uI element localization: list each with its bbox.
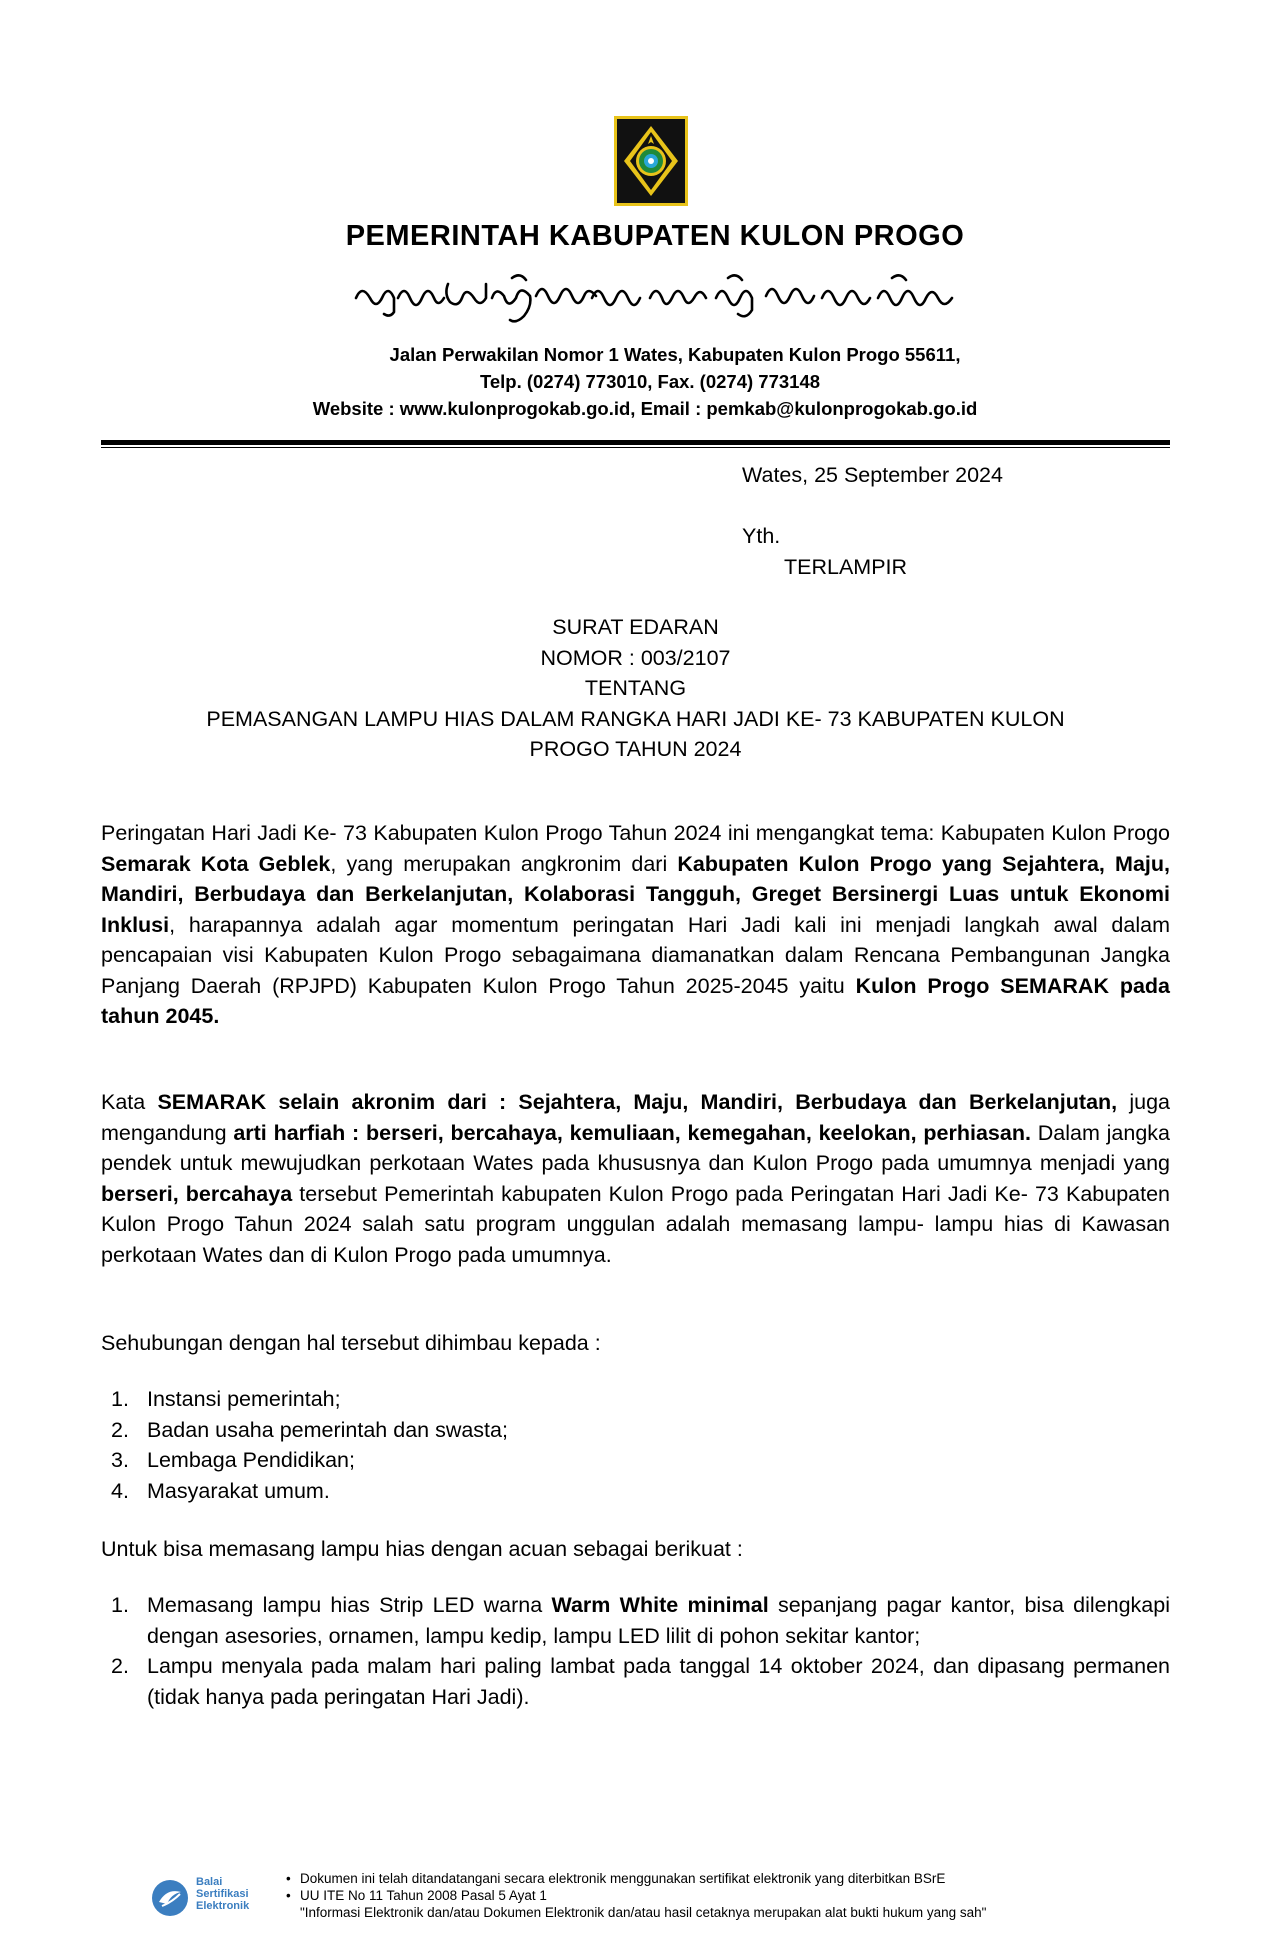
addressee-list [101, 1384, 1170, 1506]
footnote-quote: "Informasi Elektronik dan/atau Dokumen Elektronik dan/atau hasil cetaknya merupakan alat bukti hukum yang sah" [300, 1905, 987, 1920]
bsre-logo-icon [150, 1878, 190, 1918]
kulon-progo-emblem-icon [614, 116, 688, 206]
list-item: 2. Lampu menyala pada malam hari paling lambat pada tanggal 14 oktober 2024, dan dipasang permanen (tidak hanya pada peringatan Hari Jadi). [111, 1654, 1170, 1709]
e-signature-notes [286, 1870, 986, 1921]
letter-date: Wates, 25 September 2024 [742, 463, 1003, 487]
institution-name: PEMERINTAH KABUPATEN KULON PROGO [345, 220, 965, 252]
paragraph: Sehubungan dengan hal tersebut dihimbau kepada : [101, 1331, 601, 1355]
bsre-name-line: Balai [196, 1876, 223, 1888]
website-email-line: Website : www.kulonprogokab.go.id, Email : pemkab@kulonprogokab.go.id [312, 398, 978, 419]
list-item: 3. Lembaga Pendidikan; [111, 1448, 355, 1472]
bsre-name [196, 1876, 249, 1912]
address-line: Jalan Perwakilan Nomor 1 Wates, Kabupaten Kulon Progo 55611, [389, 344, 961, 365]
guideline-list [101, 1590, 1170, 1712]
paragraph: Kata SEMARAK selain akronim dari : Sejahtera, Maju, Mandiri, Berbudaya dan Berkelanjutan, juga mengandung arti harfiah : berseri, bercahaya, kemuliaan, kemegahan, keelokan, perhiasan. Dalam jangka pendek untuk mewujudkan perkotaan Wates pada khususnya dan Kulon Progo pada umumnya menjadi yang berseri, bercahaya tersebut Pemerintah kabupaten Kulon Progo pada Peringatan Hari Jadi Ke- 73 Kabupaten Kulon Progo Tahun 2024 salah satu program unggulan adalah memasang lampu- lampu hias di Kawasan perkotaan Wates dan di Kulon Progo pada umumnya. [101, 1090, 1171, 1267]
recipient-salutation: Yth. [742, 524, 781, 548]
footnote: • UU ITE No 11 Tahun 2008 Pasal 5 Ayat 1 [286, 1888, 547, 1903]
footnote: • Dokumen ini telah ditandatangani secara elektronik menggunakan sertifikat elektronik yang diterbitkan BSrE [286, 1871, 946, 1886]
list-item: 1. Instansi pemerintah; [111, 1387, 341, 1411]
letterhead-divider-thin [101, 447, 1170, 448]
bsre-name-line: Sertifikasi [196, 1888, 249, 1900]
title-line: TENTANG [584, 676, 687, 700]
list-item: 1. Memasang lampu hias Strip LED warna Warm White minimal sepanjang pagar kantor, bisa dilengkapi dengan asesories, ornamen, lampu kedip, lampu LED lilit di pohon sekitar kantor; [111, 1593, 1170, 1648]
list-item: 4. Masyarakat umum. [111, 1478, 330, 1503]
phone-fax-line: Telp. (0274) 773010, Fax. (0274) 773148 [479, 371, 821, 392]
letterhead-divider [101, 440, 1170, 445]
title-subject: PROGO TAHUN 2024 [529, 737, 742, 761]
title-number: NOMOR : 003/2107 [540, 645, 731, 670]
javanese-script-institution-name [352, 268, 972, 332]
letter-title [101, 612, 1170, 765]
bsre-name-line: Elektronik [196, 1900, 250, 1912]
title-subject: PEMASANGAN LAMPU HIAS DALAM RANGKA HARI JADI KE- 73 KABUPATEN KULON [206, 706, 1065, 731]
list-item: 2. Badan usaha pemerintah dan swasta; [111, 1417, 508, 1442]
recipient: TERLAMPIR [784, 555, 908, 579]
paragraph: Untuk bisa memasang lampu hias dengan acuan sebagai berikuat : [101, 1537, 743, 1561]
paragraph: Peringatan Hari Jadi Ke- 73 Kabupaten Kulon Progo Tahun 2024 ini mengangkat tema: Kabupaten Kulon Progo Semarak Kota Geblek, yang merupakan angkronim dari Kabupaten Kulon Progo yang Sejahtera, Maju, Mandiri, Berbudaya dan Berkelanjutan, Kolaborasi Tangguh, Greget Bersinergi Luas untuk Ekonomi Inklusi, harapannya adalah agar momentum peringatan Hari Jadi kali ini menjadi langkah awal dalam pencapaian visi Kabupaten Kulon Progo sebagaimana diamanatkan dalam Rencana Pembangunan Jangka Panjang Daerah (RPJPD) Kabupaten Kulon Progo Tahun 2025-2045 yaitu Kulon Progo SEMARAK pada tahun 2045. [101, 821, 1170, 1028]
title-line: SURAT EDARAN [552, 615, 719, 639]
